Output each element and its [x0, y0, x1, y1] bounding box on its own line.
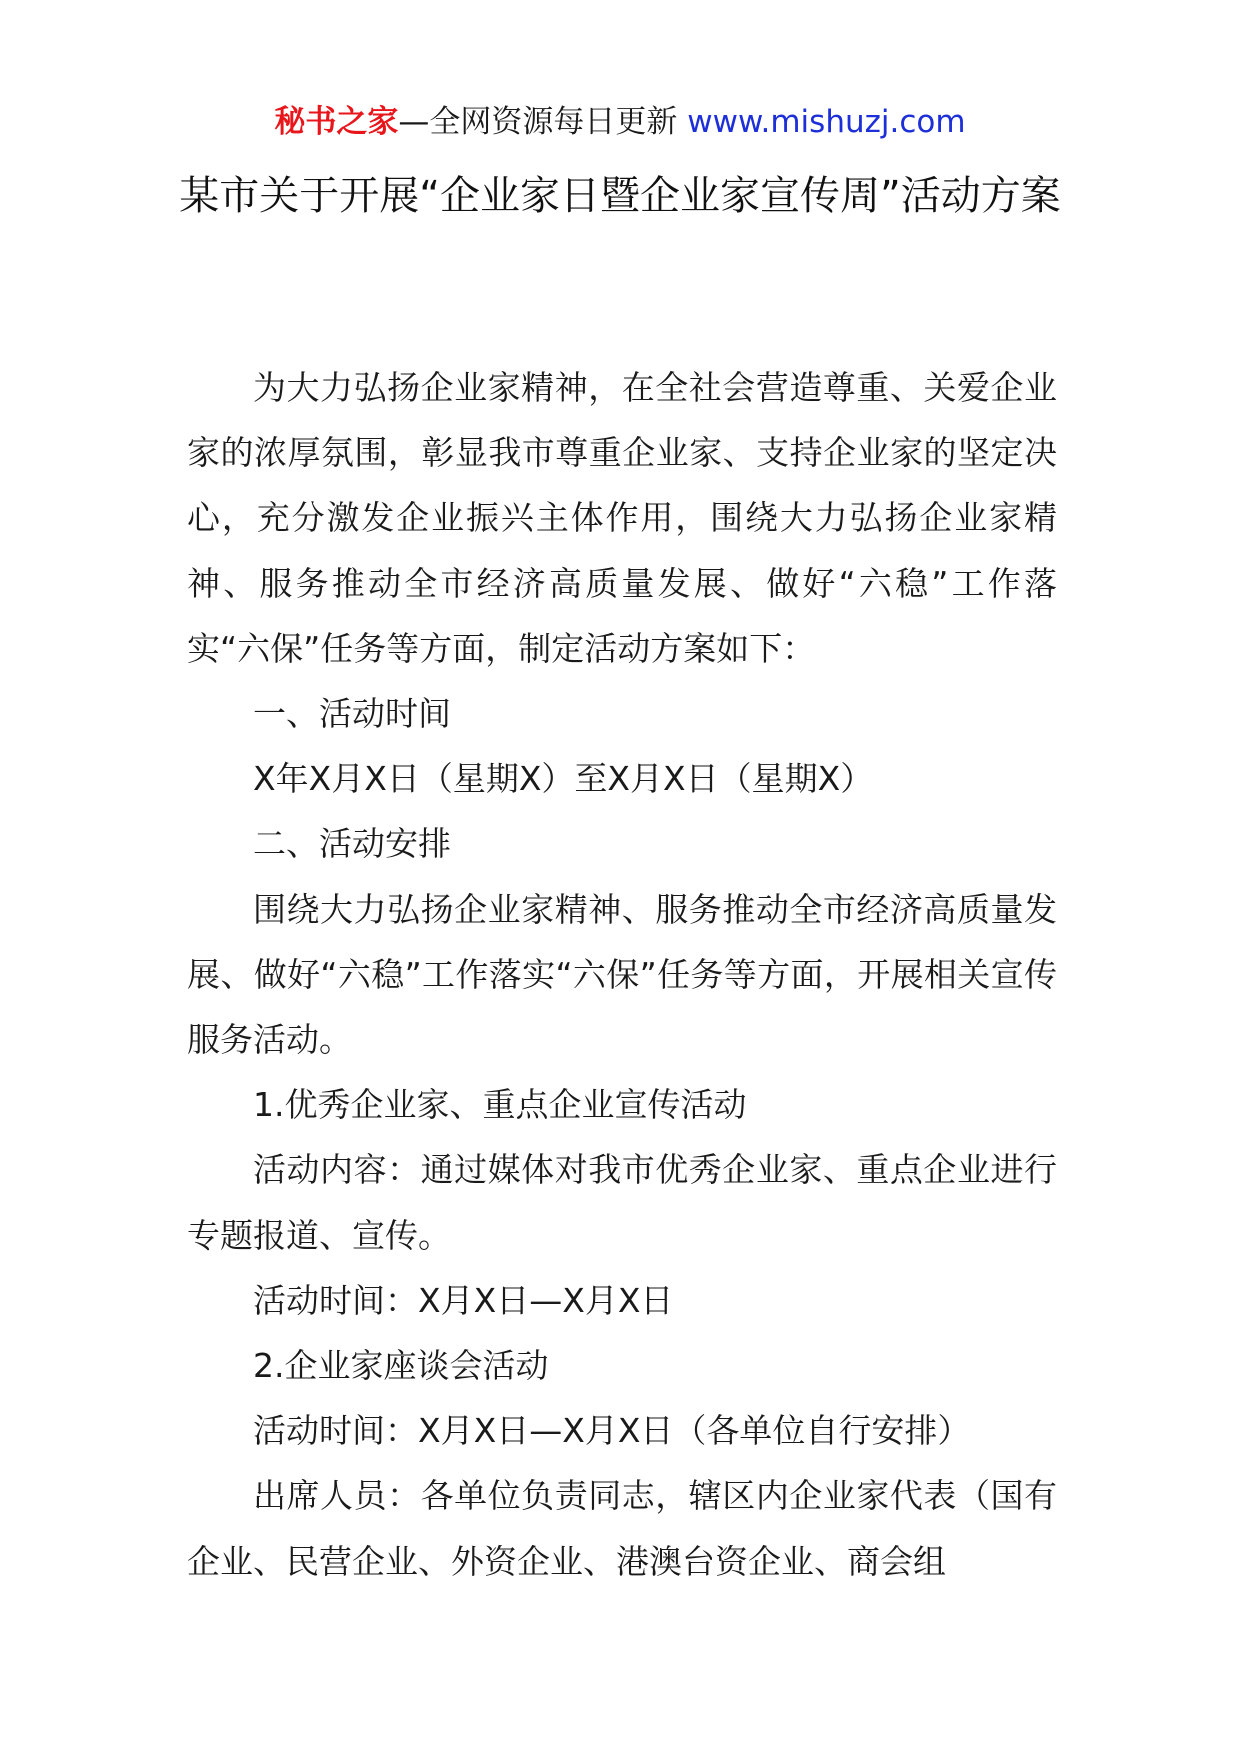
item-1-content: 活动内容：通过媒体对我市优秀企业家、重点企业进行专题报道、宣传。	[187, 1150, 1057, 1255]
site-header	[0, 100, 1240, 144]
item-1-time: 活动时间：X月X日—X月X日	[253, 1280, 674, 1320]
site-tagline: —全网资源每日更新	[398, 104, 678, 140]
intro-paragraph: 为大力弘扬企业家精神，在全社会营造尊重、关爱企业家的浓厚氛围，彰显我市尊重企业家、支持企业家的坚定决心，充分激发企业振兴主体作用，围绕大力弘扬企业家精神、服务推动全市经济高质量发展、做好“六稳”工作落实“六保”任务等方面，制定活动方案如下：	[187, 368, 1057, 668]
site-url-link[interactable]: www.mishuzj.com	[687, 104, 966, 140]
item-1-heading: 1.优秀企业家、重点企业宣传活动	[253, 1085, 747, 1125]
activity-dates: X年X月X日（星期X）至X月X日（星期X）	[253, 759, 874, 799]
item-2-heading: 2.企业家座谈会活动	[253, 1346, 549, 1386]
section-heading-time: 一、活动时间	[253, 694, 451, 734]
item-2-attendees: 出席人员：各单位负责同志，辖区内企业家代表（国有企业、民营企业、外资企业、港澳台资企业、商会组	[187, 1476, 1057, 1581]
document-body	[187, 355, 1057, 1594]
section-heading-arrangement: 二、活动安排	[253, 824, 451, 864]
arrangement-paragraph: 围绕大力弘扬企业家精神、服务推动全市经济高质量发展、做好“六稳”工作落实“六保”任务等方面，开展相关宣传服务活动。	[187, 889, 1057, 1060]
item-2-time: 活动时间：X月X日—X月X日（各单位自行安排）	[253, 1411, 971, 1451]
document-title: 某市关于开展“企业家日暨企业家宣传周”活动方案	[179, 173, 1061, 219]
brand-name: 秘书之家	[274, 104, 399, 140]
